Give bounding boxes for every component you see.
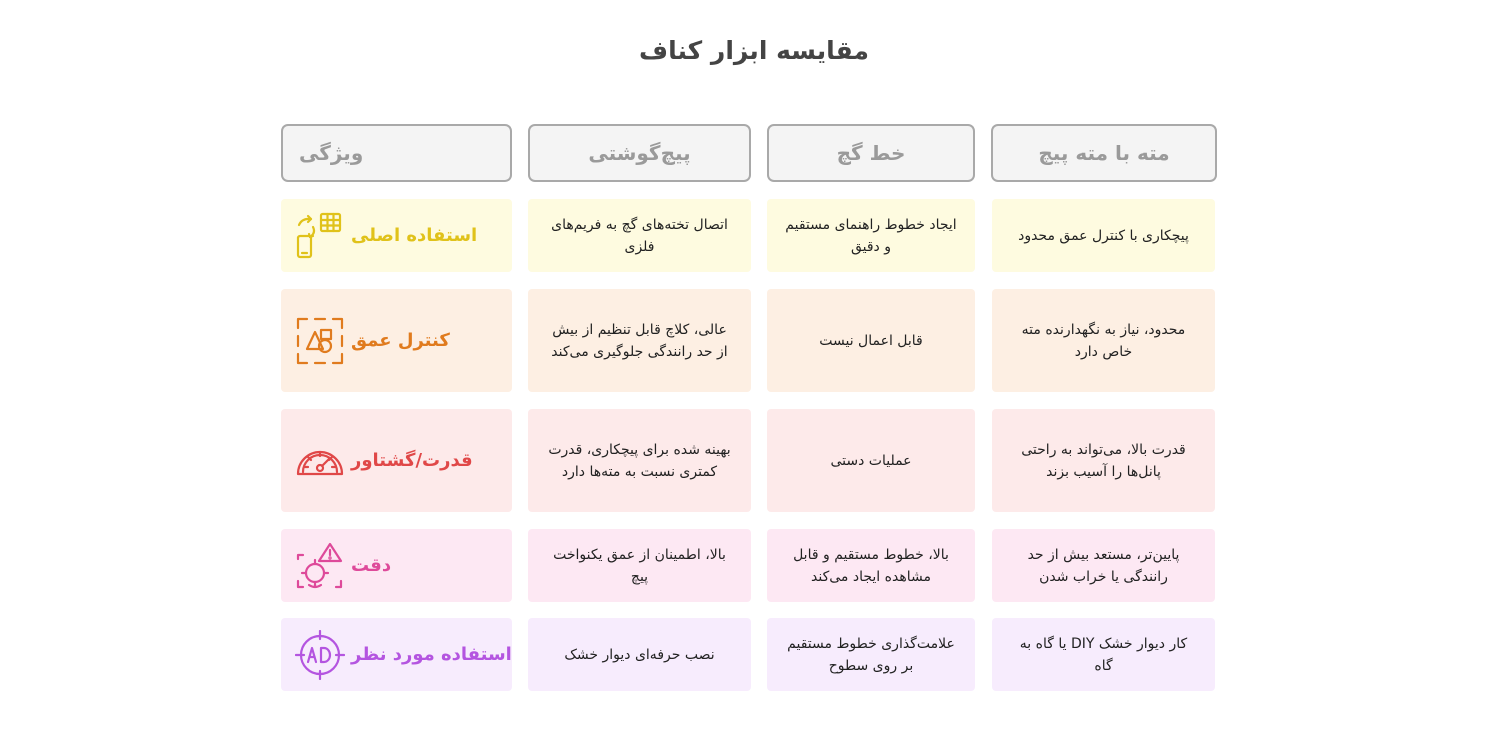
- feature-cell-power-torque: [281, 409, 512, 512]
- table-cell: بالا، خطوط مستقیم و قابل مشاهده ایجاد می‌کند: [767, 529, 975, 602]
- feature-cell-accuracy: [281, 529, 512, 602]
- feature-label: استفاده اصلی: [351, 225, 478, 246]
- feature-label: استفاده مورد نظر: [351, 644, 512, 665]
- table-cell: عالی، کلاچ قابل تنظیم از بیش از حد رانندگی جلوگیری می‌کند: [528, 289, 751, 392]
- feature-label: کنترل عمق: [351, 330, 450, 351]
- table-cell: قابل اعمال نیست: [767, 289, 975, 392]
- ad-target-icon: [295, 630, 345, 680]
- feature-label: دقت: [351, 555, 392, 576]
- warning-target-icon: [295, 541, 345, 591]
- page-title: مقایسه ابزار کناف: [639, 36, 869, 65]
- table-cell: محدود، نیاز به نگهدارنده مته خاص دارد: [992, 289, 1215, 392]
- table-cell: نصب حرفه‌ای دیوار خشک: [528, 618, 751, 691]
- header-drill: مته با مته پیچ: [991, 124, 1217, 182]
- table-cell: بالا، اطمینان از عمق یکنواخت پیچ: [528, 529, 751, 602]
- table-cell: بهینه شده برای پیچکاری، قدرت کمتری نسبت به مته‌ها دارد: [528, 409, 751, 512]
- table-cell: اتصال تخته‌های گچ به فریم‌های فلزی: [528, 199, 751, 272]
- table-cell: علامت‌گذاری خطوط مستقیم بر روی سطوح: [767, 618, 975, 691]
- table-cell: کار دیوار خشک DIY یا گاه به گاه: [992, 618, 1215, 691]
- table-cell: پیچکاری با کنترل عمق محدود: [992, 199, 1215, 272]
- header-screwdriver: پیچ‌گوشتی: [528, 124, 751, 182]
- table-cell: ایجاد خطوط راهنمای مستقیم و دقیق: [767, 199, 975, 272]
- table-cell: قدرت بالا، می‌تواند به راحتی پانل‌ها را آسیب بزند: [992, 409, 1215, 512]
- feature-label: قدرت/گشتاور: [351, 450, 473, 471]
- app-transfer-icon: [295, 211, 345, 261]
- feature-cell-main-use: [281, 199, 512, 272]
- header-chalk-line: خط گچ: [767, 124, 975, 182]
- speedometer-icon: [295, 436, 345, 486]
- table-cell: عملیات دستی: [767, 409, 975, 512]
- table-cell: پایین‌تر، مستعد بیش از حد رانندگی یا خراب شدن: [992, 529, 1215, 602]
- shapes-frame-icon: [295, 316, 345, 366]
- header-feature: ویژگی: [281, 124, 512, 182]
- feature-cell-depth-control: [281, 289, 512, 392]
- feature-cell-intended-use: [281, 618, 512, 691]
